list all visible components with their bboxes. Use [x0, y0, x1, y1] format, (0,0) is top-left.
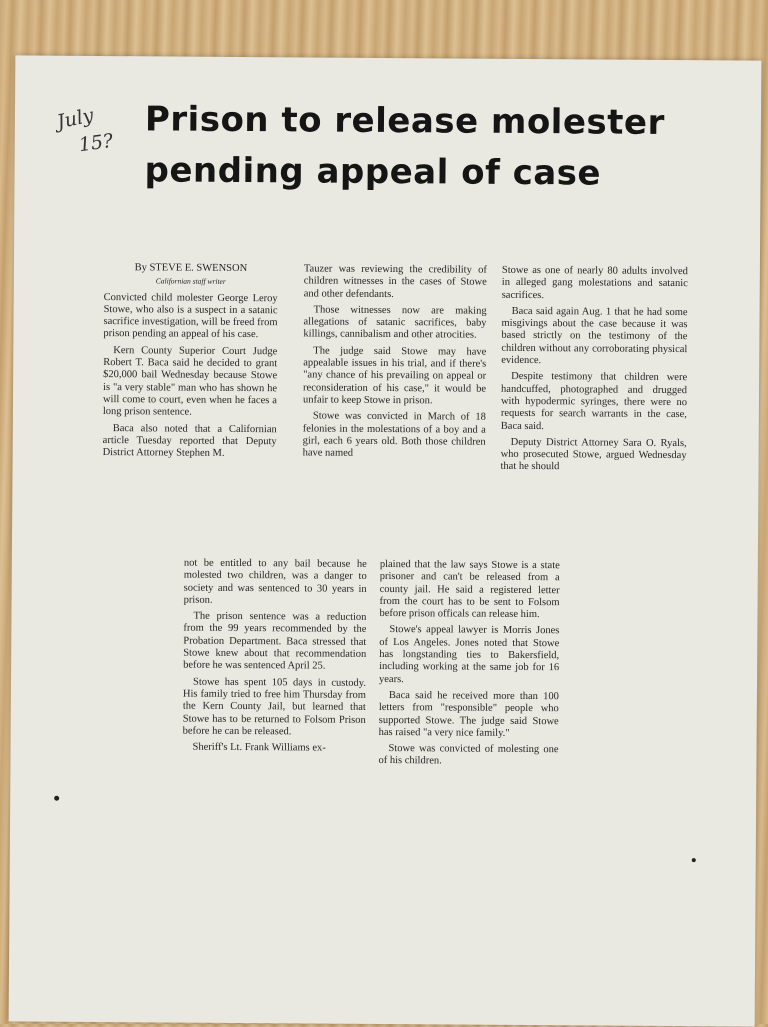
paragraph: Deputy District Attorney Sara O. Ryals, who prosecuted Stowe, argued Wednesday that he should — [500, 436, 687, 473]
paragraph: Stowe's appeal lawyer is Morris Jones of Los Angeles. Jones noted that Stowe has longstanding ties to Bakersfield, including working at the same job for 16 years. — [378, 624, 560, 685]
paragraph: Those witnesses now are making allegations of satanic sacrifices, baby killings, cannibalism and other atrocities. — [303, 304, 487, 342]
ink-speck — [692, 858, 696, 862]
paragraph: Sheriff's Lt. Frank Williams ex- — [192, 741, 326, 754]
article-column-2 — [303, 263, 487, 465]
paragraph: not be entitled to any bail because he molested two children, was a danger to society and was sentenced to 30 years in prison. — [183, 557, 367, 606]
byline-title: Californian staff writer — [155, 276, 226, 287]
paragraph: plained that the law says Stowe is a state prisoner and can't be released from a county jail. He said a registered letter from the court has to be sent to Folsom before prison officals can release him. — [379, 558, 560, 621]
article-column-1 — [103, 262, 278, 465]
paragraph: Baca said again Aug. 1 that he had some misgivings about the case because it was based strictly on the testimony of the children without any corroborating physical evidence. — [501, 305, 688, 367]
paragraph: Tauzer was reviewing the credibility of children witnesses in the cases of Stowe and other defendants. — [303, 263, 487, 300]
handwritten-date-day: 15? — [77, 129, 115, 157]
article-column-4 — [182, 558, 366, 760]
paragraph: Baca said he received more than 100 letters from "responsible" people who supported Stowe. The judge said Stowe has raised "a very nice family." — [378, 690, 559, 739]
punch-hole-mark — [54, 796, 59, 801]
newspaper-clipping — [9, 55, 762, 1026]
handwritten-date-month: July — [55, 104, 96, 134]
paragraph: The prison sentence was a reduction from the 99 years recommended by the Probation Department. Baca stressed that Stowe knew about that recommendation before he was sentenced April 25. — [183, 610, 367, 672]
paragraph: Despite testimony that children were handcuffed, photographed and drugged with hypodermic syringes, there were no requests for search warrants in the case, Baca said. — [500, 371, 688, 432]
paragraph: Kern County Superior Court Judge Robert T. Baca said he decided to grant $20,000 bail Wednesday because Stowe is "a very stable" man who has shown he will come to court, even when he faces a long prison sentence. — [102, 344, 278, 418]
paragraph: Stowe as one of nearly 80 adults involved in alleged gang molestations and satanic sacrifices. — [501, 264, 688, 301]
paragraph: Stowe was convicted of molesting one of his children. — [378, 743, 559, 767]
paragraph: The judge said Stowe may have appealable issues in his trial, and if there's "any chance of his prevailing on appeal or reconsideration of his case," it would be unfair to keep Stowe in prison. — [302, 345, 487, 407]
article-headline: Prison to release molester pending appeal of case — [144, 99, 665, 194]
paragraph: Stowe was convicted in March of 18 felonies in the molestations of a boy and a girl, each 6 years old. Both those children have named — [302, 410, 486, 459]
article-column-3 — [500, 265, 687, 479]
paragraph: Stowe has spent 105 days in custody. His family tried to free him Thursday from the Kern County Jail, but learned that Stowe has to be returned to Folsom Prison before he can be released. — [182, 676, 367, 738]
byline: By STEVE E. SWENSON — [134, 262, 248, 275]
paragraph: Convicted child molester George Leroy Stowe, who also is a suspect in a satanic sacrifice investigation, will be freed from prison pending an appeal of his case. — [103, 291, 278, 341]
paragraph: Baca also noted that a Californian article Tuesday reported that Deputy District Attorney Stephen M. — [102, 422, 277, 460]
article-column-5 — [378, 559, 559, 773]
